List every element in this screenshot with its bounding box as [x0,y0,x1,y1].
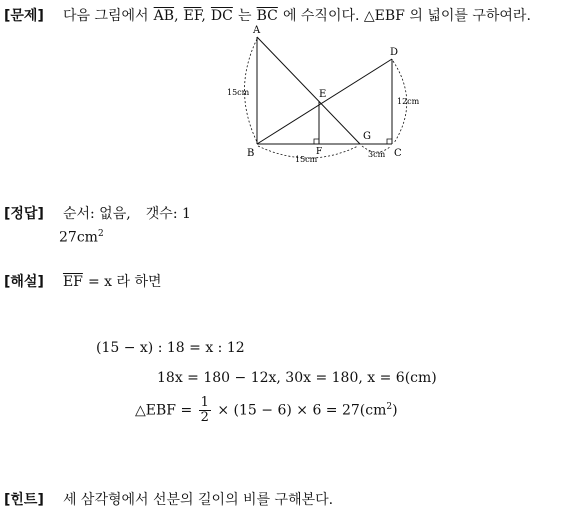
answer-count: 갯수: 1 [145,206,191,222]
fraction-half [199,396,211,425]
equation-3-exp: 2 [386,401,393,412]
explanation-segment-ef: $\overline{EF}$ [62,274,83,290]
label-b: B [247,148,255,159]
line-bd [257,59,392,144]
answer-tag: [정답] [4,206,44,222]
label-f: F [316,147,323,157]
segment-ab: $\overline{AB}$ [153,8,175,24]
equation-3-right: × (15 − 6) × 6 = 27(cm [217,402,387,419]
geometry-figure [215,22,430,167]
segment-bc: $\overline{BC}$ [256,8,278,24]
label-c: C [394,148,402,159]
problem-mid: 는 [237,8,252,24]
label-e: E [319,89,327,100]
answer-value: 27cm [59,229,98,246]
explanation-intro: = x 라 하면 [87,274,162,290]
problem-text-after: 에 수직이다. △EBF 의 넓이를 구하여라. [282,8,531,24]
length-bg: 15cm [295,155,318,164]
fraction-numerator: 1 [200,395,209,410]
line-ag [257,37,360,144]
equation-line-1: (15 − x) : 18 = x : 12 [96,340,245,356]
answer-row [4,203,191,223]
hint-row [4,489,333,509]
label-a: A [253,25,261,36]
answer-value-row [59,229,104,246]
equation-line-2: 18x = 180 − 12x, 30x = 180, x = 6(cm) [157,370,437,386]
segment-ef: $\overline{EF}$ [183,8,202,24]
explanation-row [4,271,162,291]
hint-tag: [힌트] [4,492,44,508]
label-d: D [390,47,399,58]
equation-3-left: △EBF = [135,402,193,419]
problem-text-before: 다음 그림에서 [62,8,149,24]
hint-text: 세 삼각형에서 선분의 길이의 비를 구해본다. [62,492,334,508]
right-angle-f [314,139,319,144]
segment-dc: $\overline{DC}$ [210,8,233,24]
problem-tag: [문제] [4,8,44,24]
answer-value-exp: 2 [97,229,104,239]
right-angle-c [387,139,392,144]
label-g: G [363,131,371,142]
problem-row: [문제] 다음 그림에서 $\overline{AB}$, $\overline{EF}$, $\overline{DC}$ 는 $\overline{BC}$ 에 수직이다. △EBF 의 넓이를 구하여라. [4,8,531,24]
answer-order: 순서: 없음, [62,206,131,222]
fraction-denominator: 2 [200,410,209,425]
length-gc: 3cm [368,150,386,159]
explanation-tag: [해설] [4,274,44,290]
length-dc: 12cm [397,97,420,106]
equation-line-3 [135,396,398,425]
equation-3-end: ) [392,402,398,419]
length-ab: 15cm [227,88,250,97]
